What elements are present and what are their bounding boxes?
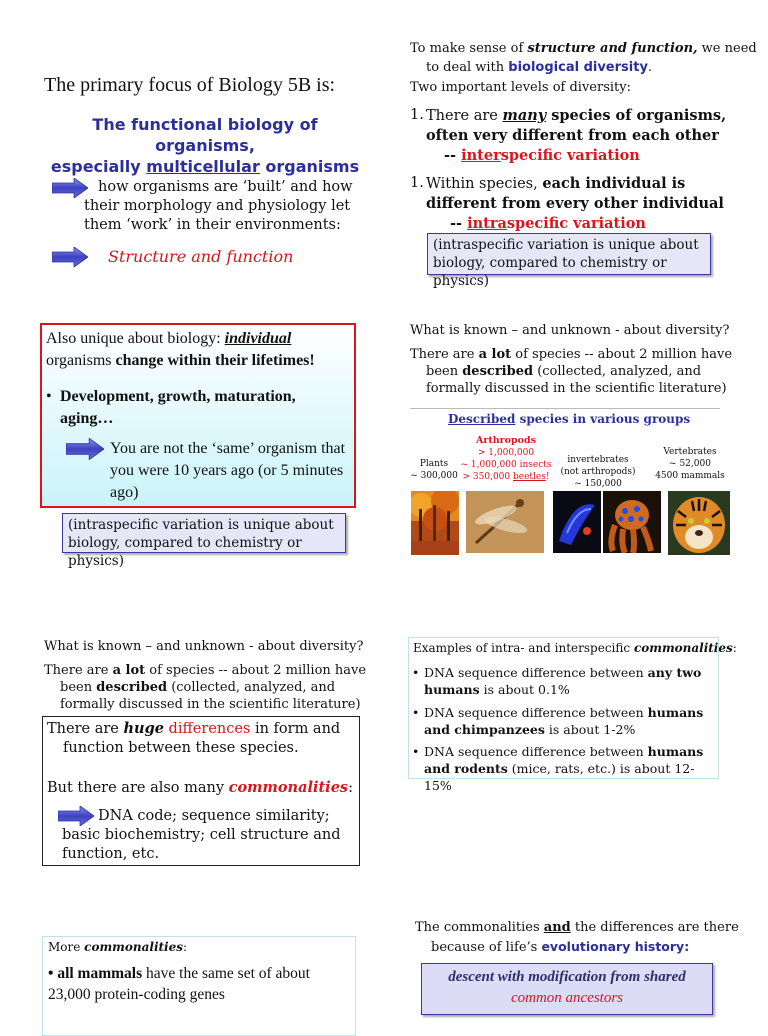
slide3-line1: Also unique about biology: individual organisms change within their lifetimes!	[46, 330, 315, 369]
slide8-box	[421, 963, 713, 1015]
arrow-right-icon	[52, 178, 88, 198]
slide5-box-text2: But there are also many commonalities:	[47, 779, 353, 796]
slide3-note-box	[62, 513, 346, 569]
arrow-right-icon	[66, 438, 104, 460]
slide7-heading: More commonalities:	[48, 940, 188, 954]
slide1-bullet1: how organisms are ‘built’ and how their morphology and physiology let them ‘work’ in their environments:	[84, 179, 353, 233]
subtitle-line1: The functional biology of organisms,	[92, 115, 318, 155]
subtitle-line2a: especially	[50, 157, 147, 176]
slide2-note-text: (intraspecific variation is unique about biology, compared to chemistry or physics)	[433, 237, 699, 289]
invertebrates-label: invertebrates (not arthropods) ~ 150,000	[560, 455, 636, 489]
invertebrate-octopus-image	[603, 491, 661, 553]
slide8-box-line1: descent with modification from shared	[448, 969, 686, 985]
slide6-bullet2: • DNA sequence difference between humans and chimpanzees is about 1-2%	[412, 705, 704, 737]
slide8-para: The commonalities and the differences are there because of life’s evolutionary history:	[415, 920, 739, 955]
slide3-arrow-text: You are not the ‘same’ organism that you were 10 years ago (or 5 minutes ago)	[110, 440, 346, 501]
slide5-box-text1: There are huge differences in form and function between these species.	[47, 720, 341, 756]
invertebrate-nudibranch-image	[553, 491, 601, 553]
slide2-item2: 1. Within species, each individual is different from every other individual -- intraspecific variation	[410, 175, 724, 232]
vertebrate-tiger-image	[668, 491, 730, 555]
arrow-right-icon	[52, 247, 88, 267]
slide2-item1: 1. There are many species of organisms, often very different from each other -- interspecific variation	[410, 107, 727, 164]
slide2-intro: To make sense of structure and function, we need to deal with biological diversity.	[410, 41, 757, 75]
slide3-note-text: (intraspecific variation is unique about biology, compared to chemistry or physics)	[68, 517, 334, 569]
subtitle-multicellular: multicellular	[146, 157, 260, 176]
slide4-question: What is known – and unknown - about diversity?	[410, 323, 730, 338]
slide6-bullet1: • DNA sequence difference between any two humans is about 0.1%	[412, 665, 702, 697]
slide5-para: There are a lot of species -- about 2 million have been described (collected, analyzed, and formally discussed in the scientific literature)	[44, 663, 367, 712]
subtitle-line2c: organisms	[259, 157, 360, 176]
slide2-note-box	[427, 233, 711, 289]
slide2-levels: Two important levels of diversity:	[410, 80, 631, 95]
arthropods-label: Arthropods > 1,000,000 ~ 1,000,000 insects > 350,000 beetles!	[460, 435, 552, 482]
plants-label: Plants ~ 300,000	[410, 459, 458, 481]
arthropod-dragonfly-image	[466, 491, 544, 553]
slide5-question: What is known – and unknown - about diversity?	[44, 639, 364, 654]
vertebrates-label: Vertebrates ~ 52,000 4500 mammals	[655, 447, 725, 481]
slide4-para: There are a lot of species -- about 2 million have been described (collected, analyzed, and formally discussed in the scientific literature)	[410, 347, 733, 396]
slide7-bullet1: • all mammals have the same set of about 23,000 protein-coding genes	[48, 965, 310, 1003]
slide4-divider	[410, 408, 720, 409]
slide6-bullet3: • DNA sequence difference between humans and rodents (mice, rats, etc.) is about 12-15%	[412, 744, 704, 793]
plants-forest-image	[411, 491, 459, 555]
slide5-box-text3: DNA code; sequence similarity; basic biochemistry; cell structure and function, etc.	[62, 808, 341, 862]
slide1-bullet2: Structure and function	[108, 247, 294, 266]
slide6-heading: Examples of intra- and interspecific commonalities:	[413, 641, 737, 655]
slide1-title: The primary focus of Biology 5B is:	[44, 74, 336, 96]
slide4-figure-title: Described species in various groups	[448, 412, 691, 426]
slide1-subtitle	[40, 114, 370, 177]
slide8-box-line2: common ancestors	[510, 990, 624, 1006]
slide3-bullet: • Development, growth, maturation, aging…	[46, 388, 296, 427]
